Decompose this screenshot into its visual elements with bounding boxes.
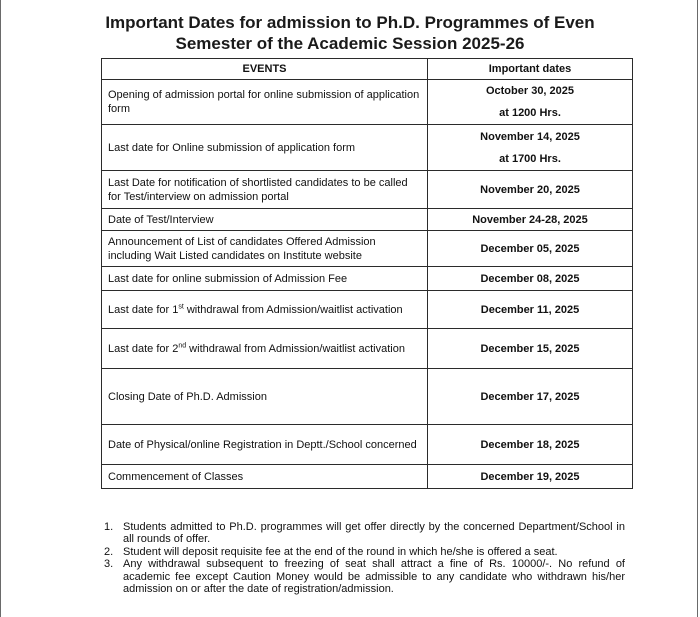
title-line-2: Semester of the Academic Session 2025-26: [175, 34, 525, 53]
event-cell: Last date for online submission of Admission Fee: [102, 267, 428, 291]
note-item: [101, 521, 625, 546]
event-cell: Last Date for notification of shortlisted candidates to be called for Test/interview on admission portal: [102, 171, 428, 209]
note-text: Students admitted to Ph.D. programmes will get offer directly by the concerned Department/School in all rounds of offer.: [123, 521, 625, 546]
date-cell: December 15, 2025: [428, 329, 633, 369]
ordinal-suffix: st: [178, 302, 184, 310]
time-value: at 1700 Hrs.: [499, 152, 561, 165]
table-row: [102, 209, 633, 231]
header-events: EVENTS: [102, 59, 428, 80]
table-row: [102, 125, 633, 171]
table-row: [102, 171, 633, 209]
date-cell: December 18, 2025: [428, 425, 633, 465]
event-cell: Opening of admission portal for online submission of application form: [102, 80, 428, 125]
date-cell: December 08, 2025: [428, 267, 633, 291]
table-row: [102, 425, 633, 465]
table-header-row: [102, 59, 633, 80]
date-cell: November 20, 2025: [428, 171, 633, 209]
notes-list: [101, 521, 625, 595]
table-row: [102, 267, 633, 291]
note-number: 1.: [104, 521, 114, 533]
event-text-pre: Last date for 1: [108, 303, 179, 316]
event-cell: Commencement of Classes: [102, 465, 428, 489]
table-row: [102, 231, 633, 267]
event-text-post: withdrawal from Admission/waitlist activation: [186, 342, 405, 355]
note-item: [101, 558, 625, 595]
ordinal-suffix: nd: [178, 341, 187, 349]
date-cell: December 11, 2025: [428, 291, 633, 329]
date-value: October 30, 2025: [485, 85, 575, 97]
note-text: Any withdrawal subsequent to freezing of seat shall attract a fine of Rs. 10000/-. No refund of academic fee except Caution Money would be admissible to any candidate who withdrawn his/her admission on or after the date of registration/admission.: [123, 558, 625, 596]
event-cell: Announcement of List of candidates Offered Admission including Wait Listed candidates on Institute website: [102, 231, 428, 267]
note-text: Student will deposit requisite fee at the end of the round in which he/she is offered a seat.: [123, 545, 558, 558]
title-line-1: Important Dates for admission to Ph.D. Programmes of Even: [105, 13, 595, 32]
date-cell: [428, 80, 633, 125]
event-cell: Date of Test/Interview: [102, 209, 428, 231]
important-dates-table: [101, 58, 633, 489]
event-cell: Last date for Online submission of application form: [102, 125, 428, 171]
event-cell: [102, 291, 428, 329]
date-cell: December 05, 2025: [428, 231, 633, 267]
note-number: 2.: [104, 545, 114, 558]
table-row: [102, 369, 633, 425]
document-title: [0, 12, 700, 54]
date-value: November 14, 2025: [480, 130, 580, 143]
date-cell: December 19, 2025: [428, 465, 633, 489]
time-value: at 1200 Hrs.: [499, 107, 561, 119]
header-important-dates: Important dates: [428, 59, 633, 80]
note-item: [101, 546, 625, 558]
date-cell: December 17, 2025: [428, 369, 633, 425]
event-text-post: withdrawal from Admission/waitlist activation: [183, 303, 403, 316]
date-cell: [428, 125, 633, 171]
table-row: [102, 291, 633, 329]
date-cell: November 24-28, 2025: [428, 209, 633, 231]
event-text-pre: Last date for 2: [108, 342, 179, 355]
event-cell: Date of Physical/online Registration in Deptt./School concerned: [102, 425, 428, 465]
table-row: [102, 329, 633, 369]
event-cell: [102, 329, 428, 369]
table-row: [102, 465, 633, 489]
table-row: [102, 80, 633, 125]
event-cell: Closing Date of Ph.D. Admission: [102, 369, 428, 425]
note-number: 3.: [104, 558, 114, 571]
